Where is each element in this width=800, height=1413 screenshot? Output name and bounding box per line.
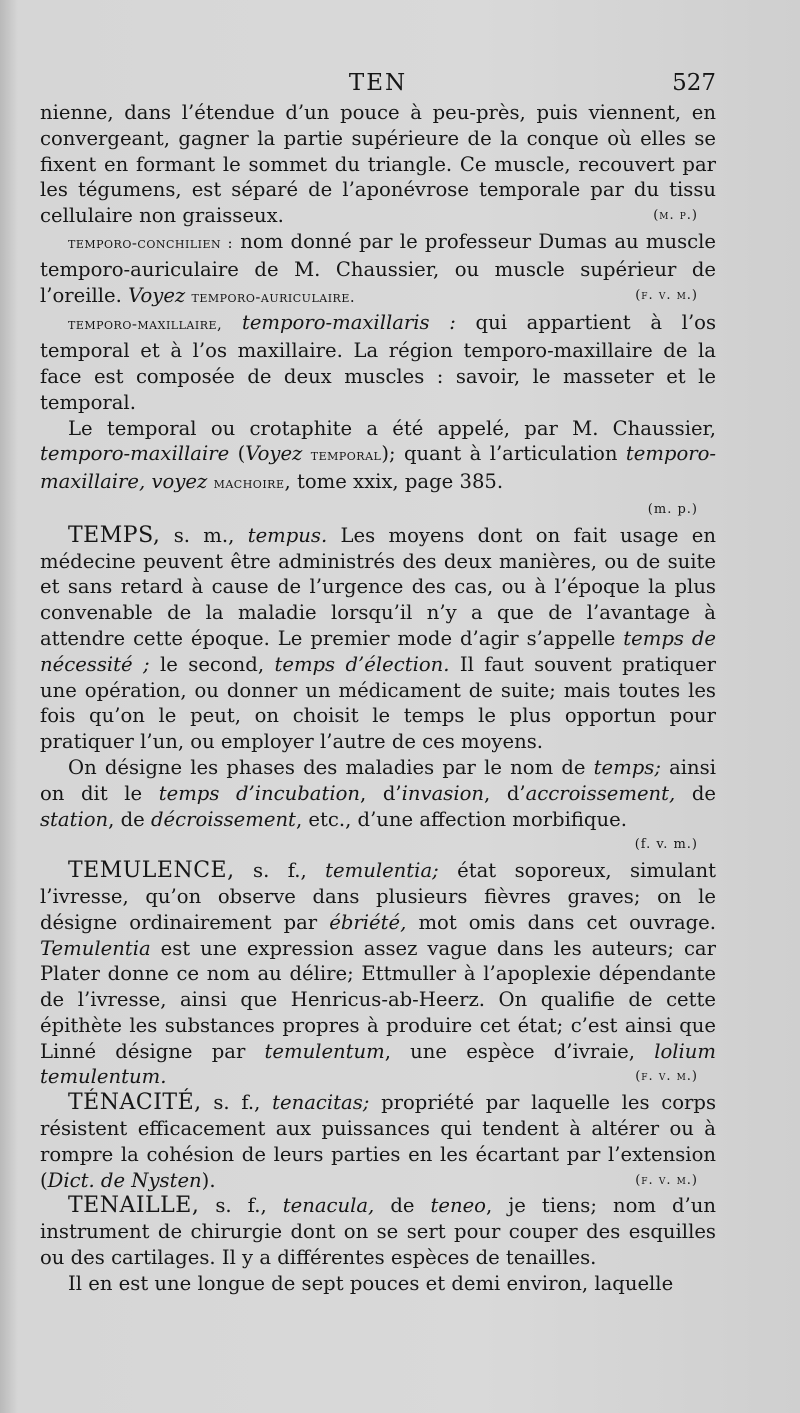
paragraph-text: On désigne les phases des maladies par le nom de [68, 755, 586, 779]
entry-text: mot omis dans cet ouvrage. [418, 910, 716, 934]
entry-tenaille [40, 1193, 716, 1270]
entry-text: ). [201, 1168, 216, 1192]
italic-term: lolium temulentum. [40, 1039, 716, 1089]
entry-temporo-maxillaire [40, 310, 716, 415]
author-signature: (m. p.) [653, 208, 698, 224]
latin-term: tenacula, [282, 1194, 375, 1218]
latin-term: temulentia; [325, 859, 439, 883]
grammar-label: s. f., [253, 859, 307, 883]
author-signature: (m. p.) [647, 501, 698, 517]
page-header [40, 70, 716, 100]
paragraph-text: , etc., d’une affection morbifique. [295, 807, 627, 831]
italic-term: temps d’élection. [274, 652, 450, 676]
italic-term: Temulentia [40, 936, 151, 960]
latin-term: tenacitas; [272, 1091, 370, 1115]
grammar-label: s. m., [173, 523, 235, 547]
latin-term: tempus. [247, 523, 328, 547]
italic-term: temps de nécessité ; [40, 626, 716, 676]
author-signature: (f. v. m.) [635, 1172, 698, 1188]
author-signature: (f. v. m.) [634, 837, 698, 853]
paragraph-continuation [40, 100, 716, 229]
entry-text: Les moyens dont on fait usage en médecine peuvent être administrés des deux manières, ou de suite et sans retard à cause de l’urgence des cas, ou à l’époque la plus convenable de la maladie lorsqu’il n’y a que de l’avantage à attendre cette époque. Le premier mode d’agir s’appelle [40, 523, 716, 650]
italic-term: ébriété, [329, 910, 407, 934]
cross-ref-voyez: Voyez [128, 283, 186, 307]
paragraph-text: de [691, 781, 716, 805]
entry-temporo-conchilien [40, 229, 716, 310]
paragraph-text: ainsi on dit le [40, 755, 716, 805]
paragraph-text: , d’ [360, 781, 402, 805]
entry-text: le second, [160, 652, 265, 676]
paragraph-text: , de [108, 807, 145, 831]
entry-text: , je tiens; nom d’un instrument de chirurgie dont on se sert pour couper des esquilles ou des cartilages. Il y a différentes espèces de tenailles. [40, 1194, 716, 1270]
paragraph-text: , d’ [484, 781, 526, 805]
entry-tenacite [40, 1090, 716, 1193]
italic-term: accroissement, [525, 781, 676, 805]
grammar-label: s. f., [213, 1091, 261, 1115]
paragraph-tenaille-continued [40, 1271, 716, 1297]
entry-headword: temporo-conchilien : [68, 233, 233, 252]
entry-temulence [40, 858, 716, 1090]
italic-term: temporo-maxillaire, voyez [40, 442, 717, 494]
italic-term: station [40, 807, 109, 831]
cross-ref-voyez: Voyez [245, 442, 303, 466]
entry-headword: TEMPS, [68, 522, 161, 548]
entry-headword: TENAILLE, [68, 1193, 200, 1219]
paren-open: ( [237, 442, 246, 466]
entry-headword: temporo-maxillaire, [68, 315, 223, 334]
entry-text: qui appartient à l’os temporal et à l’os maxillaire. La région temporo-maxillaire de la face est composée de deux muscles : savoir, le masseter et le temporal. [40, 311, 717, 414]
entry-text: propriété par laquelle les corps résistent efficacement aux puissances qui tendent à altérer ou à rompre la cohésion de leurs parties en les écartant par l’extension ( [40, 1091, 717, 1192]
paragraph-text: , tome xxix, page 385. [284, 470, 504, 494]
entry-text: Il faut souvent pratiquer une opération, ou donner un médicament de suite; mais toutes les fois qu’on le peut, on choisit le temps le plus opportun pour pratiquer l’un, ou employer l’autre de ces moyens. [40, 652, 716, 754]
italic-term: Dict. de Nysten [47, 1168, 202, 1192]
page-number: 527 [672, 70, 716, 96]
entry-headword: TÉNACITÉ, [68, 1090, 202, 1116]
text-body [40, 100, 716, 1297]
paragraph-text: ); quant à l’articulation [381, 442, 618, 466]
entry-text: état soporeux, simulant l’ivresse, qu’on observe dans plusieurs fièvres graves; on le désigne ordinairement par [40, 859, 717, 934]
italic-term: teneo [430, 1194, 486, 1218]
cross-ref-target: temporal [310, 446, 382, 465]
paragraph-text: Il en est une longue de sept pouces et demi environ, laquelle [68, 1271, 674, 1295]
italic-term: temps d’incubation [158, 781, 361, 805]
cross-ref-target: temporo-auriculaire. [191, 287, 356, 306]
italic-term: temporo-maxillaire [40, 442, 230, 466]
entry-text: de [390, 1194, 415, 1218]
italic-term: décroissement [151, 807, 296, 831]
entry-text: est une expression assez vague dans les auteurs; car Plater donne ce nom au délire; Ettmuller à l’apoplexie dépendante de l’ivresse, ainsi que Henricus-ab-Heerz. On qualifie de cette épithète les substances propres à produire cet état; c’est ainsi que Linné désigne par [40, 936, 716, 1063]
paragraph-temporal [40, 416, 716, 497]
paragraph-phases [40, 755, 716, 832]
latin-term: temporo-maxillaris : [241, 311, 456, 335]
italic-term: invasion [401, 781, 484, 805]
italic-term: temulentum [264, 1039, 385, 1063]
grammar-label: s. f., [215, 1194, 267, 1218]
cross-ref-target: machoire [213, 474, 285, 493]
italic-term: temps; [593, 755, 661, 779]
paragraph-text: Le temporal ou crotaphite a été appelé, par M. Chaussier, [68, 416, 716, 440]
entry-text: , une espèce d’ivraie, [384, 1039, 635, 1063]
running-head: TEN [348, 70, 408, 96]
author-signature: (f. v. m.) [635, 287, 698, 303]
author-signature: (f. v. m.) [635, 1069, 698, 1085]
entry-text: nom donné par le professeur Dumas au muscle temporo-auriculaire de M. Chaussier, ou muscle supérieur de l’oreille. [40, 229, 716, 307]
entry-temps [40, 523, 716, 755]
entry-headword: TEMULENCE, [68, 858, 235, 884]
paragraph-text: nienne, dans l’étendue d’un pouce à peu-près, puis viennent, en convergeant, gagner la partie supérieure de la conque où elles se fixent en formant le sommet du triangle. Ce muscle, recouvert par les tégumens, est séparé de l’aponévrose temporale par du tissu cellulaire non graisseux. [40, 101, 716, 228]
